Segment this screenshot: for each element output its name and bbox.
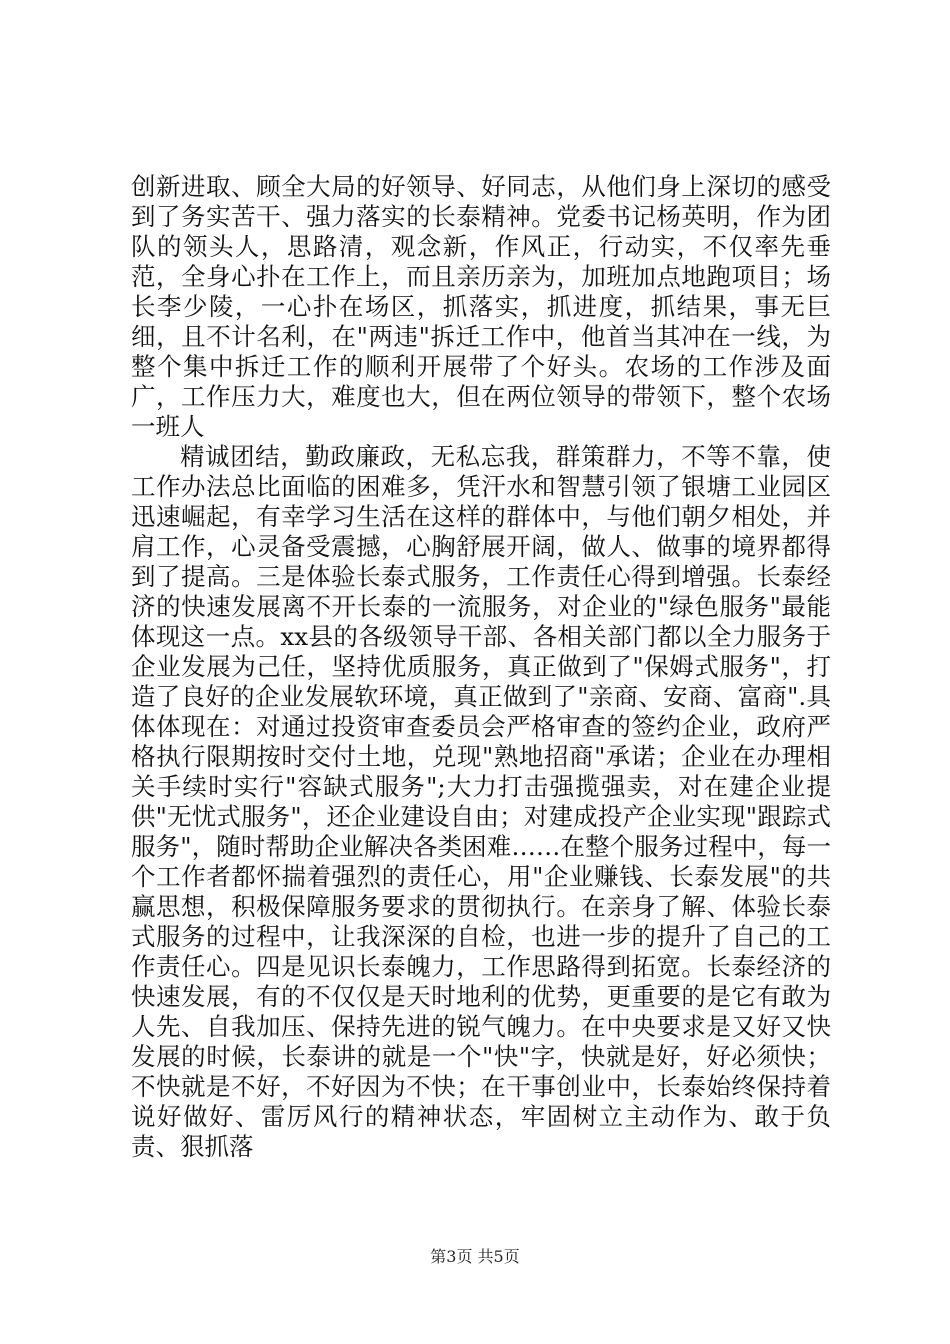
paragraph-1: 创新进取、顾全大局的好领导、好同志，从他们身上深切的感受到了务实苦干、强力落实的长泰精神。党委书记杨英明，作为团队的领头人，思路清，观念新，作风正，行动实，不仅率先垂范，全身心扑在工作上，而且亲历亲为，加班加点地跑项目；场长李少陵，一心扑在场区，抓落实，抓进度，抓结果，事无巨细，且不计名利，在"两违"拆迁工作中，他首当其冲在一线，为整个集中拆迁工作的顺利开展带了个好头。农场的工作涉及面广，工作压力大，难度也大，但在两位领导的带领下，整个农场一班人 xyxy=(131,172,831,441)
page-number-footer: 第3页 共5页 xyxy=(430,1247,520,1266)
paragraph-2: 精诚团结，勤政廉政，无私忘我，群策群力，不等不靠，使工作办法总比面临的困难多，凭汗水和智慧引领了银塘工业园区迅速崛起，有幸学习生活在这样的群体中，与他们朝夕相处，并肩工作，心灵备受震撼，心胸舒展开阔，做人、做事的境界都得到了提高。三是体验长泰式服务，工作责任心得到增强。长泰经济的快速发展离不开长泰的一流服务，对企业的"绿色服务"最能体现这一点。xx县的各级领导干部、各相关部门都以全力服务于企业发展为己任，坚持优质服务，真正做到了"保姆式服务"，打造了良好的企业发展软环境，真正做到了"亲商、安商、富商".具体体现在：对通过投资审查委员会严格审查的签约企业，政府严格执行限期按时交付土地，兑现"熟地招商"承诺；企业在办理相关手续时实行"容缺式服务";大力打击强揽强卖，对在建企业提供"无忧式服务"，还企业建设自由；对建成投产企业实现"跟踪式服务"，随时帮助企业解决各类困难……在整个服务过程中，每一个工作者都怀揣着强烈的责任心，用"企业赚钱、长泰发展"的共赢思想，积极保障服务要求的贯彻执行。在亲身了解、体验长泰式服务的过程中，让我深深的自检，也进一步的提升了自己的工作责任心。四是见识长泰魄力，工作思路得到拓宽。长泰经济的快速发展，有的不仅仅是天时地利的优势，更重要的是它有敢为人先、自我加压、保持先进的锐气魄力。在中央要求是又好又快发展的时候，长泰讲的就是一个"快"字，快就是好，好必须快；不快就是不好，不好因为不快；在干事创业中，长泰始终保持着说好做好、雷厉风行的精神状态，牢固树立主动作为、敢于负责、狠抓落 xyxy=(131,442,831,1161)
body-text xyxy=(131,172,831,1162)
